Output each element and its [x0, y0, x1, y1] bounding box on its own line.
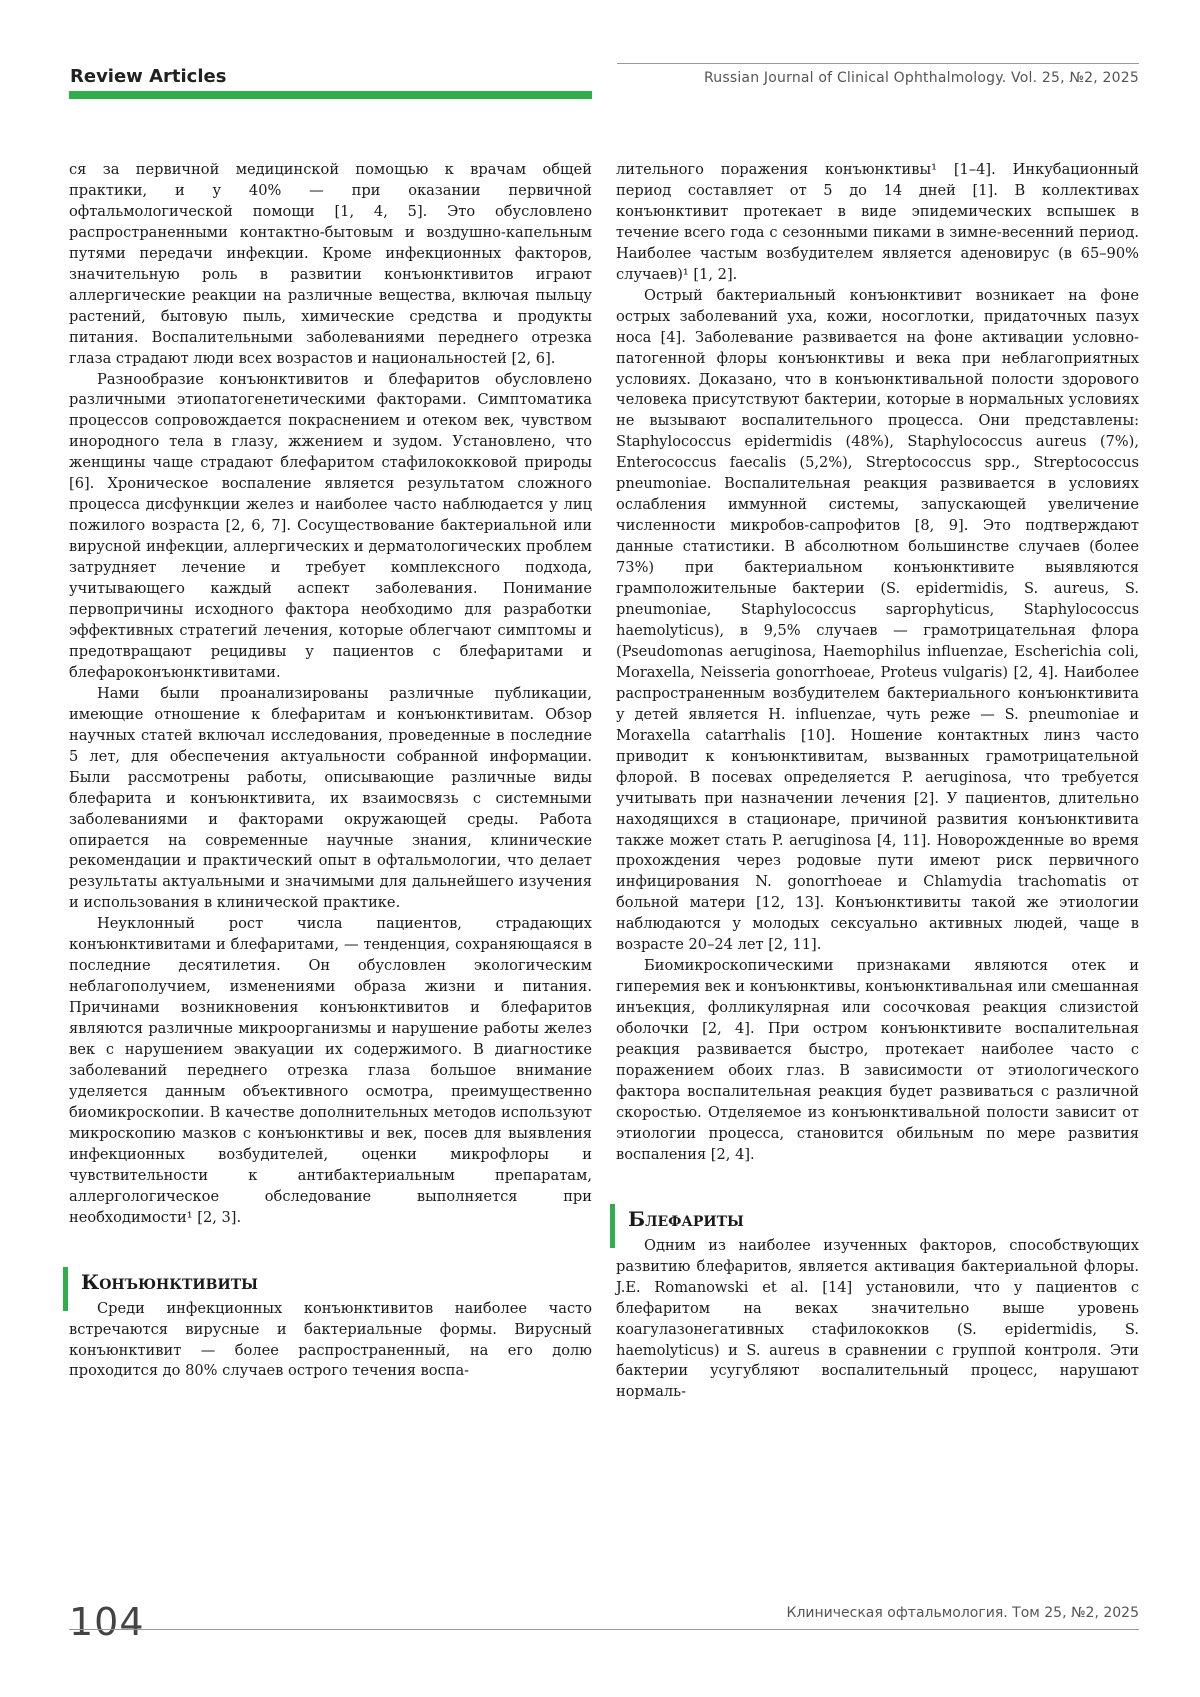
paragraph: Острый бактериальный конъюнктивит возникает на фоне острых заболеваний уха, кожи, носоглотки, придаточных пазух носа [4]. Заболевание развивается на фоне активации условно-патогенной флоры конъюнктивы и века при неблагоприятных условиях. Доказано, что в конъюнктивальной полости здорового человека присутствуют бактерии, которые в нормальных условиях не вызывают воспалительного процесса. Они представлены: Staphylococcus epidermidis (48%), Staphylococcus aureus (7%), Enterococcus faecalis (5,2%), Streptococcus spp., Streptococcus pneumoniae. Воспалительная реакция развивается в условиях ослабления иммунной системы, запускающей увеличение численности микробов-сапрофитов [8, 9]. Это подтверждают данные статистики. В абсолютном большинстве случаев (более 73%) при бактериальном конъюнктивите выявляются грамположительные бактерии (S. epidermidis, S. aureus, S. pneumoniae, Staphylococcus saprophyticus, Staphylococcus haemolyticus), в 9,5% случаев — грамотрицательная флора (Pseudomonas aeruginosa, Haemophilus influenzae, Escherichia coli, Moraxella, Neisseria gonorrhoeae, Proteus vulgaris) [2, 4]. Наиболее распространенным возбудителем бактериального конъюнктивита у детей является H. influenzae, чуть реже — S. pneumoniae и Moraxella catarrhalis [10]. Ношение контактных линз часто приводит к конъюнктивитам, вызванных грамотрицательной флорой. В посевах определяется P. aeruginosa, что требуется учитывать при назначении лечения [2]. У пациентов, длительно находящихся в стационаре, причиной развития конъюнктивита также может стать P. aeruginosa [4, 11]. Новорожденные во время прохождения через родовые пути имеют риск первичного инфицирования N. gonorrhoeae и Chlamydia trachomatis от больной матери [12, 13]. Конъюнктивиты такой же этиологии наблюдаются у молодых сексуально активных людей, чаще в возрасте 20–24 лет [2, 11].	[616, 286, 1139, 957]
journal-title: Russian Journal of Clinical Ophthalmology. Vol. 25, №2, 2025	[704, 70, 1139, 86]
header-accent-bar	[69, 91, 592, 99]
left-column	[69, 160, 592, 1382]
paragraph: Одним из наиболее изученных факторов, способствующих развитию блефаритов, является активация бактериальной флоры. J.E. Romanowski et al. [14] установили, что у пациентов с блефаритом на веках значительно выше уровень коагулазонегативных стафилококков (S. epidermidis, S. haemolyticus) и S. aureus в сравнении с группой контроля. Эти бактерии усугубляют воспалительный процесс, нарушают нормаль-	[616, 1236, 1139, 1404]
paragraph: Нами были проанализированы различные публикации, имеющие отношение к блефаритам и конъюнктивитам. Обзор научных статей включал исследования, проведенные в последние 5 лет, для обеспечения актуальности собранной информации. Были рассмотрены работы, описывающие различные виды блефарита и конъюнктивита, их взаимосвязь с системными заболеваниями и факторами окружающей среды. Работа опирается на современные научные знания, клинические рекомендации и практический опыт в офтальмологии, что делает результаты актуальными и значимыми для дальнейшего изучения и использования в клинической практике.	[69, 684, 592, 914]
footer-journal-title: Клиническая офтальмология. Том 25, №2, 2025	[787, 1605, 1139, 1621]
section-heading-blepharitis: Блефариты	[616, 1206, 1139, 1232]
paragraph: Разнообразие конъюнктивитов и блефаритов обусловлено различными этиопатогенетическими факторами. Симптоматика процессов сопровождается покраснением и отеком век, чувством инородного тела в глазу, жжением и зудом. Установлено, что женщины чаще страдают блефаритом стафилококковой природы [6]. Хроническое воспаление является результатом сложного процесса дисфункции желез и наиболее часто наблюдается у лиц пожилого возраста [2, 6, 7]. Сосуществование бактериальной или вирусной инфекции, аллергических и дерматологических проблем затрудняет лечение и требует комплексного подхода, учитывающего каждый аспект заболевания. Понимание первопричины исходного фактора необходимо для разработки эффективных стратегий лечения, которые облегчают симптомы и предотвращают рецидивы у пациентов с блефаритами и блефароконъюнктивитами.	[69, 370, 592, 684]
paragraph: Неуклонный рост числа пациентов, страдающих конъюнктивитами и блефаритами, — тенденция, сохраняющаяся в последние десятилетия. Он обусловлен экологическим неблагополучием, изменениями образа жизни и питания. Причинами возникновения конъюнктивитов и блефаритов являются различные микроорганизмы и нарушение работы желез век с нарушением эвакуации их содержимого. В диагностике заболеваний переднего отрезка глаза большое внимание уделяется данным объективного осмотра, преимущественно биомикроскопии. В качестве дополнительных методов используют микроскопию мазков с конъюнктивы и век, посев для выявления инфекционных возбудителей, оценки микрофлоры и чувствительности к антибактериальным препаратам, аллергологическое обследование выполняется при необходимости¹ [2, 3].	[69, 914, 592, 1228]
right-column	[616, 160, 1139, 1403]
page-number: 104	[69, 1600, 145, 1644]
footer-divider	[69, 1629, 1139, 1630]
paragraph: Среди инфекционных конъюнктивитов наиболее часто встречаются вирусные и бактериальные формы. Вирусный конъюнктивит — более распространенный, на его долю проходится до 80% случаев острого течения воспа-	[69, 1299, 592, 1383]
paragraph: лительного поражения конъюнктивы¹ [1–4]. Инкубационный период составляет от 5 до 14 дней [1]. В коллективах конъюнктивит протекает в виде эпидемических вспышек в течение всего года с сезонными пиками в зимне-весенний период. Наиболее частым возбудителем является аденовирус (в 65–90% случаев)¹ [1, 2].	[616, 160, 1139, 286]
paragraph: Биомикроскопическими признаками являются отек и гиперемия век и конъюнктивы, конъюнктивальная или смешанная инъекция, фолликулярная или сосочковая реакция слизистой оболочки [2, 4]. При остром конъюнктивите воспалительная реакция развивается быстро, протекает наиболее часто с поражением обоих глаз. В зависимости от этиологического фактора воспалительная реакция будет развиваться с различной скоростью. Отделяемое из конъюнктивальной полости зависит от этиологии процесса, становится обильным по мере развития воспаления [2, 4].	[616, 956, 1139, 1166]
header-divider	[617, 63, 1139, 64]
section-label: Review Articles	[70, 66, 226, 87]
section-heading-conjunctivitis: Конъюнктивиты	[69, 1269, 592, 1295]
paragraph: ся за первичной медицинской помощью к врачам общей практики, и у 40% — при оказании первичной офтальмологической помощи [1, 4, 5]. Это обусловлено распространенными контактно-бытовым и воздушно-капельным путями передачи инфекции. Кроме инфекционных факторов, значительную роль в развитии конъюнктивитов играют аллергические реакции на различные вещества, включая пыльцу растений, бытовую пыль, химические средства и продукты питания. Воспалительными заболеваниями переднего отрезка глаза страдают люди всех возрастов и национальностей [2, 6].	[69, 160, 592, 370]
